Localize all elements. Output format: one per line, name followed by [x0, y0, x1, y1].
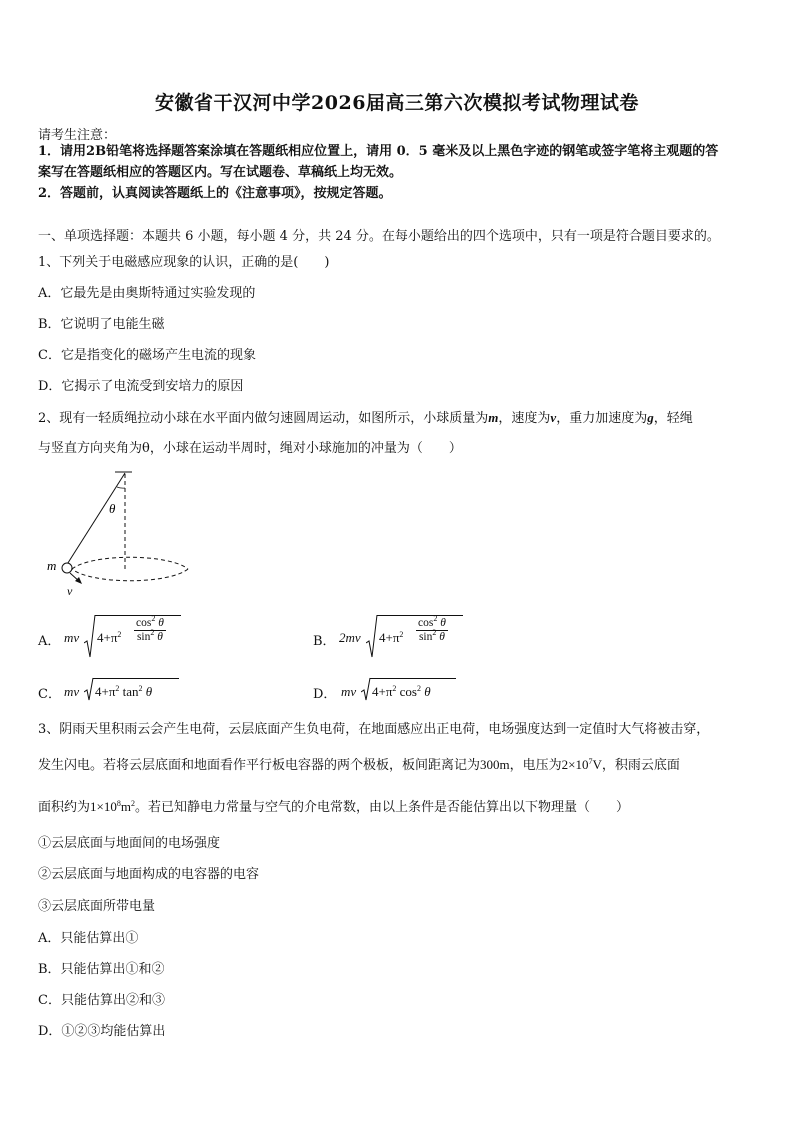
q3-area: $1\times 10^8m^2$ [90, 799, 135, 814]
ball [62, 563, 72, 573]
string-line [66, 473, 125, 566]
q3-line-2-text-b: ，电压为 [509, 758, 562, 773]
q2-option-c-inner: $4+\pi^2$ $\tan^2 \theta$ [95, 684, 153, 699]
notice-heading: 请考生注意： [38, 128, 117, 143]
sqrt-bar-a [95, 615, 181, 616]
sqrt-sign-a [84, 614, 96, 660]
q3-option-d[interactable]: D．①②③均能估算出 [38, 1024, 166, 1039]
mass-label: m [47, 558, 57, 573]
sqrt-bar-b [377, 615, 463, 616]
theta-label: θ [109, 501, 116, 516]
q2-option-b-label[interactable]: B． [313, 634, 336, 649]
q2-stem-text-a: 2、现有一轻质绳拉动小球在水平面内做匀速圆周运动，如图所示，小球质量为 [38, 411, 489, 426]
section-heading: 一、单项选择题：本题共 6 小题，每小题 4 分，共 24 分。在每小题给出的四个选项中，只有一项是符合题目要求的。 [38, 229, 720, 244]
q2-option-d-label[interactable]: D． [313, 687, 337, 702]
q3-line-1: 3、阴雨天里积雨云会产生电荷，云层底面产生负电荷，在地面感应出正电荷，电场强度达到一定值时大气将被击穿， [38, 722, 710, 737]
sqrt-sign-c [84, 677, 94, 701]
q3-item-1: ①云层底面与地面间的电场强度 [38, 836, 221, 851]
q1-option-c[interactable]: C．它是指变化的磁场产生电流的现象 [38, 348, 256, 363]
q2-option-b-inner: $4+\pi^2$ [379, 630, 404, 645]
notice-item-1-line-2: 案写在答题纸相应的答题区内。写在试题卷、草稿纸上均无效。 [38, 165, 403, 180]
q2-option-c-label[interactable]: C． [38, 687, 61, 702]
q3-line-3 [38, 796, 629, 815]
q3-option-c[interactable]: C．只能估算出②和③ [38, 993, 165, 1008]
q3-line-2-text-a: 发生闪电。若将云层底面和地面看作平行板电容器的两个极板，板间距离记为 [38, 758, 481, 773]
notice-item-2: 2．答题前，认真阅读答题纸上的《注意事项》，按规定答题。 [38, 186, 392, 201]
q2-var-v: v [550, 410, 557, 425]
q3-line-3-text-a: 面积约为 [38, 800, 91, 815]
velocity-label: v [67, 584, 73, 598]
q2-stem-line-1 [38, 407, 693, 426]
q2-stem-line-2: 与竖直方向夹角为θ，小球在运动半周时，绳对小球施加的冲量为（ ） [38, 441, 462, 456]
sqrt-bar-d [370, 678, 456, 679]
notice-item-1-line-1: 1．请用2B铅笔将选择题答案涂填在答题纸相应位置上，请用 0．5 毫米及以上黑色字迹的钢笔或签字笔将主观题的答 [38, 144, 719, 159]
q3-item-3: ③云层底面所带电量 [38, 899, 156, 914]
q1-option-a[interactable]: A．它最先是由奥斯特通过实验发现的 [38, 286, 256, 301]
orbit-back-half [72, 557, 188, 569]
q2-var-g: g [647, 410, 654, 425]
q1-stem: 1、下列关于电磁感应现象的认识，正确的是( ) [38, 255, 330, 270]
sqrt-sign-b [366, 614, 378, 660]
sqrt-sign-d [361, 677, 371, 701]
page-title: 安徽省干汉河中学2026届高三第六次模拟考试物理试卷 [155, 92, 639, 114]
angle-arc [117, 487, 125, 488]
q3-item-2: ②云层底面与地面构成的电容器的电容 [38, 867, 260, 882]
q3-option-a[interactable]: A．只能估算出① [38, 931, 139, 946]
q2-option-c-coef: mv [64, 684, 80, 699]
q2-stem-text-d: ，轻绳 [653, 411, 693, 426]
q3-line-3-text-b: 。若已知静电力常量与空气的介电常数，由以上条件是否能估算出以下物理量（ ） [134, 800, 629, 815]
conical-pendulum-figure [40, 466, 200, 601]
q1-option-d[interactable]: D．它揭示了电流受到安培力的原因 [38, 379, 244, 394]
q3-option-b[interactable]: B．只能估算出①和② [38, 962, 165, 977]
q2-option-b-coef: 2mv [339, 630, 361, 645]
q2-option-a-inner: $4+\pi^2$ [97, 630, 122, 645]
q2-option-a-label[interactable]: A． [38, 634, 61, 649]
orbit-front-half [72, 569, 188, 581]
q2-var-m: m [488, 410, 499, 425]
q3-line-2 [38, 754, 680, 773]
q2-option-d-inner: $4+\pi^2$ $\cos^2 \theta$ [372, 684, 431, 699]
q3-voltage: $2\times 10^7V$ [561, 757, 602, 772]
q2-option-a-fraction: $\frac{\cos^2 \theta}{\sin^2 \theta}$ [136, 614, 164, 643]
q3-line-2-text-c: ，积雨云底面 [601, 758, 680, 773]
q2-option-d-coef: mv [341, 684, 357, 699]
sqrt-bar-c [93, 678, 179, 679]
q2-option-b-fraction: $\frac{\cos^2 \theta}{\sin^2 \theta}$ [418, 614, 446, 643]
q2-option-a-coef: mv [64, 630, 80, 645]
q3-distance: 300m [480, 757, 510, 772]
q1-option-b[interactable]: B．它说明了电能生磁 [38, 317, 165, 332]
q2-stem-text-c: ，重力加速度为 [556, 411, 648, 426]
q2-stem-text-b: ，速度为 [498, 411, 551, 426]
